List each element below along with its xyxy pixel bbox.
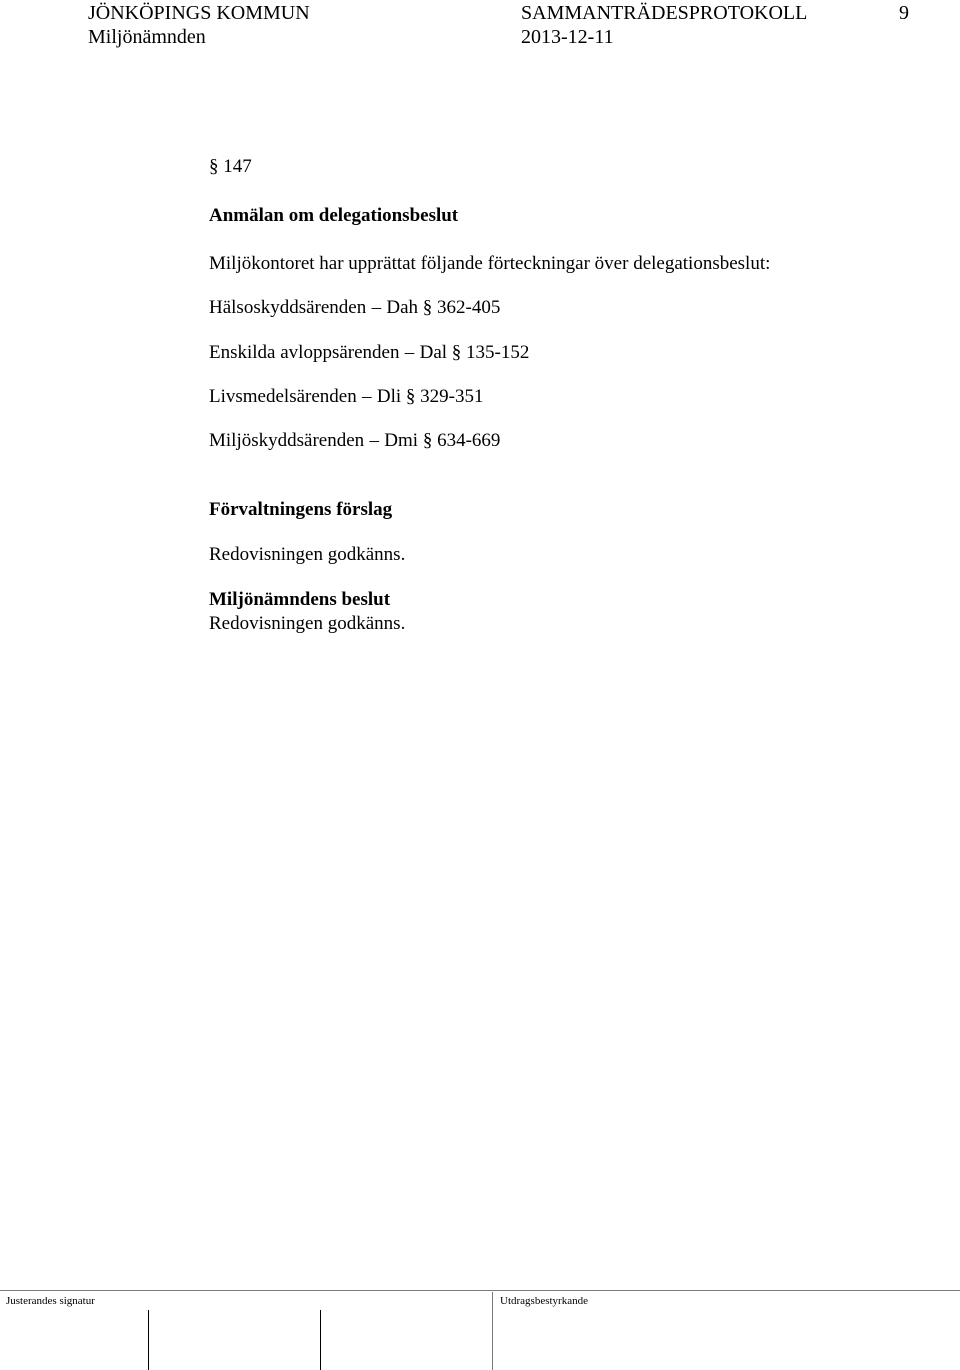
footer-column-divider <box>492 1292 493 1370</box>
item-dash: – <box>362 386 372 407</box>
signature-box-divider <box>320 1310 321 1370</box>
delegation-list-item <box>209 385 483 409</box>
proposal-text: Redovisningen godkänns. <box>209 544 406 565</box>
header-organization: JÖNKÖPINGS KOMMUN <box>88 2 310 24</box>
item-name: Enskilda avloppsärenden <box>209 342 400 363</box>
item-code: Dah <box>386 297 419 318</box>
signature-box-divider <box>148 1310 149 1370</box>
item-range: § 329-351 <box>405 386 484 407</box>
item-name: Livsmedelsärenden <box>209 386 357 407</box>
delegation-list-item <box>209 296 500 320</box>
section-title: Anmälan om delegationsbeslut <box>209 205 459 226</box>
item-dash: – <box>404 342 415 363</box>
footer-certification-label: Utdragsbestyrkande <box>500 1295 588 1307</box>
delegation-list-item <box>209 341 529 365</box>
header-department: Miljönämnden <box>88 26 206 48</box>
item-dash: – <box>369 430 379 451</box>
footer-signature-label: Justerandes signatur <box>6 1295 95 1307</box>
header-page-number: 9 <box>899 2 909 24</box>
item-name: Hälsoskyddsärenden <box>209 297 367 318</box>
item-code: Dal <box>419 342 448 363</box>
header-document-type: SAMMANTRÄDESPROTOKOLL <box>521 2 808 24</box>
section-intro: Miljökontoret har upprättat följande förteckningar över delegationsbeslut: <box>209 253 771 274</box>
proposal-heading: Förvaltningens förslag <box>209 499 393 520</box>
section-paragraph-number: § 147 <box>209 156 252 177</box>
item-range: § 362-405 <box>422 297 501 318</box>
item-range: § 135-152 <box>451 342 530 363</box>
delegation-list-item <box>209 429 500 453</box>
item-name: Miljöskyddsärenden <box>209 430 365 451</box>
item-dash: – <box>371 297 382 318</box>
decision-text: Redovisningen godkänns. <box>209 613 406 634</box>
footer-divider <box>0 1290 960 1291</box>
item-range: § 634-669 <box>422 430 501 451</box>
item-code: Dmi <box>384 430 419 451</box>
decision-heading: Miljönämndens beslut <box>209 589 391 610</box>
item-code: Dli <box>376 386 402 407</box>
header-date: 2013-12-11 <box>521 26 614 48</box>
